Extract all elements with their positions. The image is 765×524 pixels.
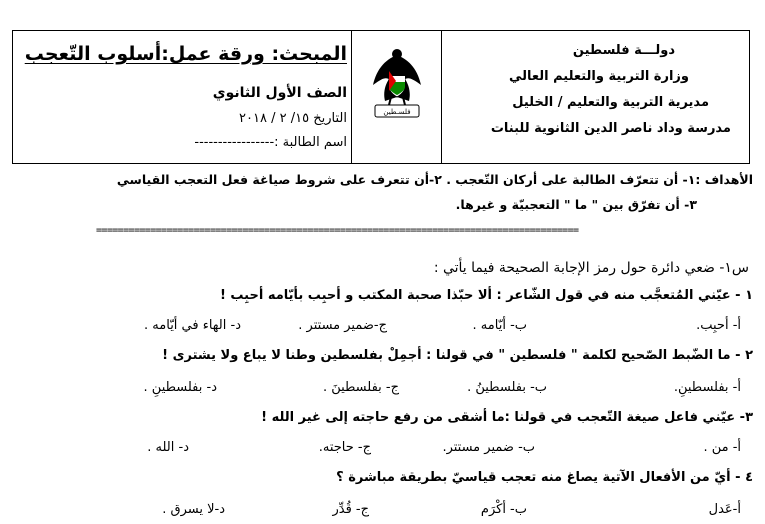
q4-option-d[interactable]: د-لا يسرق . [162,502,225,517]
q3-option-c[interactable]: ج- حاجته. [318,440,371,455]
q1-option-c[interactable]: ج-ضمير مستتر . [298,318,387,333]
separator-line: ========================================================================================= [96,225,579,236]
q2-option-a[interactable]: أ- بفلسطينِ. [673,380,741,395]
q3-option-b[interactable]: ب- ضمير مستتر. [442,440,535,455]
question-4: ٤ - أيّ من الأفعال الآتية يصاغ منه تعجب قياسيّ بطريقة مباشرة ؟ [336,470,753,485]
question-3: ٣- عيّني فاعل صيغة التّعجب في قولنا :ما أشقى من رفع حاجته إلى غير الله ! [261,410,753,425]
state-label: دولـــة فلسطين [572,43,675,58]
q3-option-a[interactable]: أ- من . [703,440,741,455]
q4-option-a[interactable]: أ-عَدل [708,502,741,517]
question-1: ١ - عيّني المُتعجَّب منه في قول الشّاعر : ألا حبّذا صحبة المكتب و أحبِب بأيّامه أحبِب ! [219,288,753,303]
student-name-field[interactable]: اسم الطالبة :----------------- [194,135,347,150]
header-box [12,30,750,164]
q4-option-b[interactable]: ب- أكْرَم [480,502,527,517]
q4-option-c[interactable]: ج- قُدِّر [332,502,369,517]
q1-option-a[interactable]: أ- أحبِب. [696,318,741,333]
directorate-label: مديرية التربية والتعليم / الخليل [512,95,709,110]
grade-label: الصف الأول الثانوي [212,85,347,101]
q2-option-b[interactable]: ب- بفلسطينُ . [467,380,547,395]
question-2: ٢ - ما الضّبط الصّحيح لكلمة " فلسطين " في قولنا : أجمِلْ بفلسطين وطنا لا يباع ولا يشترى ! [162,348,753,363]
logo-cell [351,31,441,163]
date-label: التاريخ ١٥/ ٢ / ٢٠١٨ [239,111,347,126]
header-left-cell [13,31,351,163]
q1-option-d[interactable]: د- الهاء في أيّامه . [144,318,241,333]
palestine-emblem-icon [369,45,425,123]
goals-line-2: ٣- أن تفرّق بين " ما " التعجبيّة و غيرها. [455,197,697,212]
worksheet-title: المبحث: ورقة عمل:أسلوب التّعجب [24,43,347,65]
q2-option-d[interactable]: د- بفلسطينِ . [143,380,217,395]
goals-line-1: الأهداف :١- أن تتعرّف الطالبة على أركان التّعجب . ٢-أن تتعرف على شروط صياغة فعل التعجب القياسي [116,172,753,187]
q2-option-c[interactable]: ج- بفلسطينَ . [322,380,399,395]
q1-option-b[interactable]: ب- أيّامه . [472,318,527,333]
ministry-label: وزارة التربية والتعليم العالي [508,69,689,84]
emblem-caption: فلسـطين [383,108,411,116]
q3-option-d[interactable]: د- الله . [147,440,189,455]
school-label: مدرسة وداد ناصر الدين الثانوية للبنات [490,121,731,136]
instruction: س١- ضعي دائرة حول رمز الإجابة الصحيحة فيما يأتي : [433,260,749,276]
header-right-cell [441,31,749,163]
